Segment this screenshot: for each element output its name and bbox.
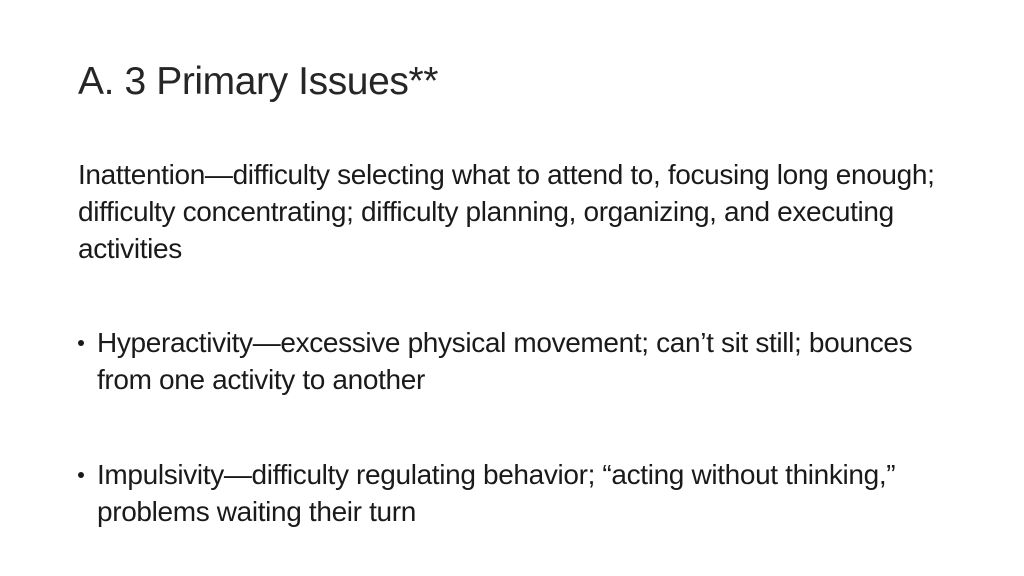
- bullet-hyperactivity: [78, 324, 948, 398]
- bullet-text: Hyperactivity—excessive physical movement; can’t sit still; bounces from one activity to another: [97, 327, 913, 395]
- slide-title: A. 3 Primary Issues**: [78, 60, 439, 103]
- bullet-impulsivity: [78, 456, 948, 530]
- bullet-dot-icon: [78, 340, 84, 346]
- bullet-text: Impulsivity—difficulty regulating behavior; “acting without thinking,” problems waiting their turn: [97, 459, 896, 527]
- intro-paragraph: Inattention—difficulty selecting what to attend to, focusing long enough; difficulty concentrating; difficulty planning, organizing, and executing activities: [78, 159, 935, 264]
- bullet-dot-icon: [78, 472, 84, 478]
